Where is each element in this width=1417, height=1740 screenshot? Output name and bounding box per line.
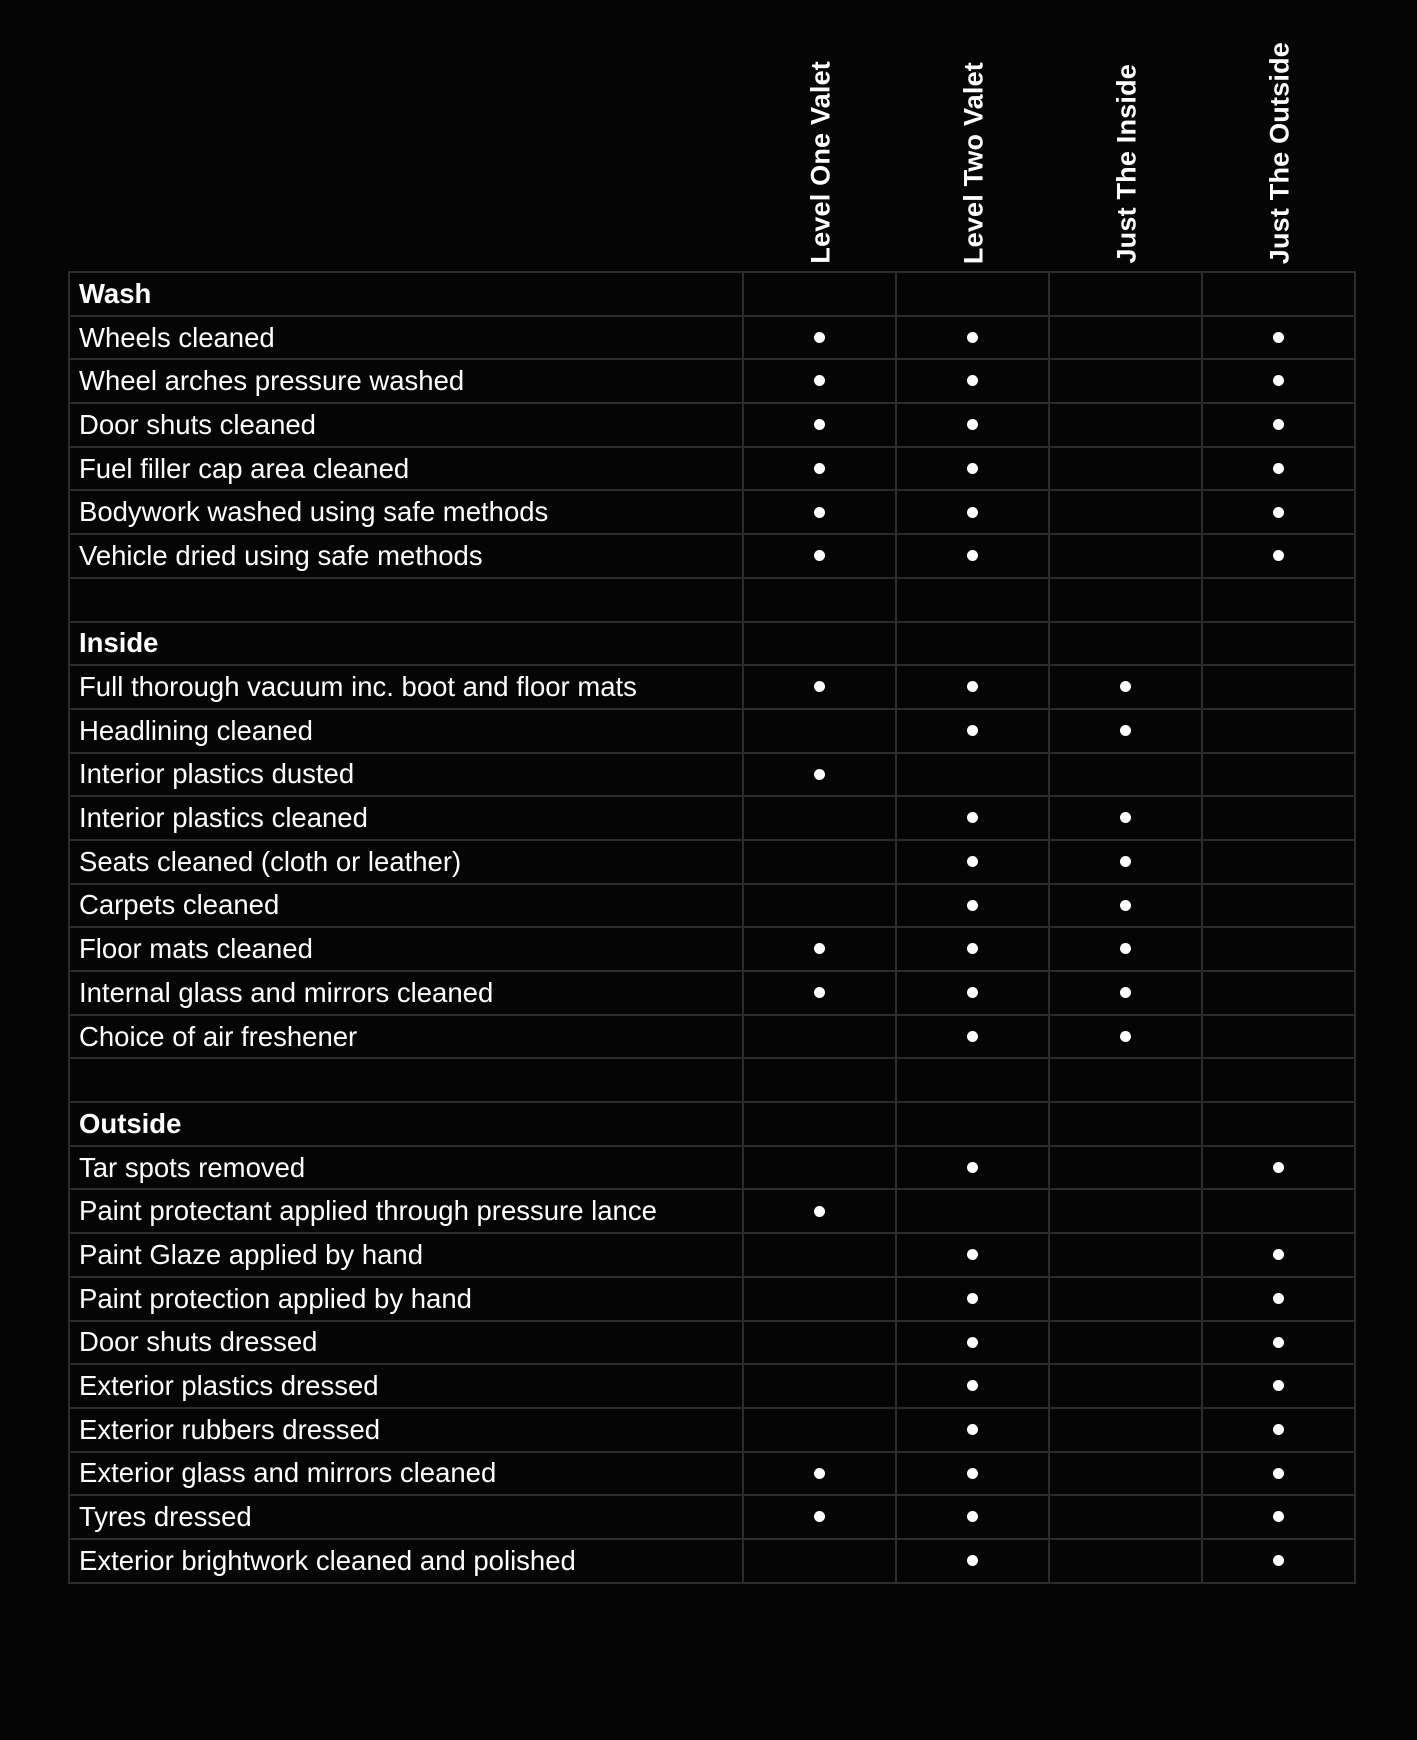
service-label: Vehicle dried using safe methods [69,534,743,578]
service-label: Paint protection applied by hand [69,1277,743,1321]
mark-cell [896,1452,1049,1496]
mark-cell [896,578,1049,622]
mark-cell [743,840,896,884]
mark-cell [896,316,1049,360]
spacer-row [69,1058,1355,1102]
bullet-dot-icon [1120,681,1131,692]
bullet-dot-icon [967,987,978,998]
bullet-dot-icon [967,1162,978,1173]
mark-cell [896,359,1049,403]
service-label: Exterior glass and mirrors cleaned [69,1452,743,1496]
bullet-dot-icon [967,375,978,386]
mark-cell [896,1495,1049,1539]
mark-cell [1049,1277,1202,1321]
table-row [69,359,1355,403]
service-label: Exterior rubbers dressed [69,1408,743,1452]
mark-cell [1049,1408,1202,1452]
bullet-dot-icon [1273,1380,1284,1391]
service-label: Interior plastics dusted [69,753,743,797]
bullet-dot-icon [967,725,978,736]
bullet-dot-icon [1273,1511,1284,1522]
table-row [69,971,1355,1015]
mark-cell [896,447,1049,491]
mark-cell [1049,1146,1202,1190]
mark-cell [1049,971,1202,1015]
mark-cell [1202,359,1355,403]
mark-cell [1049,1495,1202,1539]
mark-cell [896,884,1049,928]
mark-cell [743,1146,896,1190]
bullet-dot-icon [814,1468,825,1479]
mark-cell [743,884,896,928]
bullet-dot-icon [1273,1162,1284,1173]
mark-cell [1049,1102,1202,1146]
mark-cell [1049,884,1202,928]
service-comparison-table [68,271,1356,1584]
mark-cell [743,272,896,316]
bullet-dot-icon [967,1337,978,1348]
bullet-dot-icon [814,507,825,518]
mark-cell [1202,1146,1355,1190]
service-label: Tyres dressed [69,1495,743,1539]
service-label: Seats cleaned (cloth or leather) [69,840,743,884]
table-body [69,272,1355,1583]
mark-cell [743,1364,896,1408]
mark-cell [1202,1408,1355,1452]
mark-cell [743,1277,896,1321]
mark-cell [1049,578,1202,622]
service-label: Wheels cleaned [69,316,743,360]
mark-cell [896,403,1049,447]
table-row [69,534,1355,578]
mark-cell [1202,534,1355,578]
column-header-level-one-valet [744,0,897,270]
service-label: Tar spots removed [69,1146,743,1190]
bullet-dot-icon [967,550,978,561]
mark-cell [1202,1058,1355,1102]
service-label: Door shuts dressed [69,1321,743,1365]
service-label: Bodywork washed using safe methods [69,490,743,534]
mark-cell [896,927,1049,971]
mark-cell [1049,1452,1202,1496]
table-row [69,840,1355,884]
bullet-dot-icon [814,332,825,343]
bullet-dot-icon [814,987,825,998]
mark-cell [1049,1015,1202,1059]
mark-cell [1049,622,1202,666]
mark-cell [896,1539,1049,1583]
mark-cell [1202,753,1355,797]
bullet-dot-icon [967,1555,978,1566]
service-label: Internal glass and mirrors cleaned [69,971,743,1015]
table-row [69,796,1355,840]
bullet-dot-icon [1273,507,1284,518]
mark-cell [1202,272,1355,316]
mark-cell [1049,316,1202,360]
bullet-dot-icon [967,507,978,518]
bullet-dot-icon [1120,856,1131,867]
table-row [69,490,1355,534]
mark-cell [743,578,896,622]
mark-cell [1049,1539,1202,1583]
service-label: Headlining cleaned [69,709,743,753]
mark-cell [1202,490,1355,534]
mark-cell [896,1233,1049,1277]
service-label: Exterior brightwork cleaned and polished [69,1539,743,1583]
bullet-dot-icon [814,550,825,561]
table-row [69,1146,1355,1190]
service-label [69,578,743,622]
service-label: Full thorough vacuum inc. boot and floor mats [69,665,743,709]
bullet-dot-icon [967,1031,978,1042]
table-row [69,1408,1355,1452]
bullet-dot-icon [967,1424,978,1435]
mark-cell [896,272,1049,316]
service-label: Paint protectant applied through pressure lance [69,1189,743,1233]
mark-cell [1202,1277,1355,1321]
bullet-dot-icon [814,943,825,954]
bullet-dot-icon [967,332,978,343]
mark-cell [896,665,1049,709]
mark-cell [743,709,896,753]
table-row [69,1233,1355,1277]
table-row [69,1189,1355,1233]
bullet-dot-icon [967,681,978,692]
mark-cell [896,753,1049,797]
mark-cell [896,1277,1049,1321]
mark-cell [1049,753,1202,797]
mark-cell [1202,1364,1355,1408]
mark-cell [896,1146,1049,1190]
bullet-dot-icon [1273,375,1284,386]
column-header-label: Just The Outside [1264,41,1294,264]
mark-cell [743,1495,896,1539]
mark-cell [1202,1015,1355,1059]
bullet-dot-icon [1273,1468,1284,1479]
bullet-dot-icon [814,463,825,474]
table-row [69,1321,1355,1365]
bullet-dot-icon [967,1511,978,1522]
table-row [69,1364,1355,1408]
section-heading: Wash [69,272,743,316]
mark-cell [896,1189,1049,1233]
service-label [69,1058,743,1102]
mark-cell [896,1364,1049,1408]
bullet-dot-icon [1273,1555,1284,1566]
bullet-dot-icon [967,419,978,430]
mark-cell [896,1321,1049,1365]
mark-cell [1202,447,1355,491]
mark-cell [1049,272,1202,316]
mark-cell [743,796,896,840]
mark-cell [1202,709,1355,753]
column-header-label: Level Two Valet [958,61,988,264]
mark-cell [743,1233,896,1277]
mark-cell [743,971,896,1015]
table-row [69,1539,1355,1583]
section-heading-row [69,622,1355,666]
bullet-dot-icon [1120,725,1131,736]
section-heading: Outside [69,1102,743,1146]
mark-cell [1202,796,1355,840]
bullet-dot-icon [814,1206,825,1217]
bullet-dot-icon [1120,987,1131,998]
mark-cell [1049,359,1202,403]
mark-cell [1049,1321,1202,1365]
table-row [69,1277,1355,1321]
mark-cell [743,1321,896,1365]
table-row [69,665,1355,709]
bullet-dot-icon [814,769,825,780]
table-row [69,1015,1355,1059]
table-row [69,447,1355,491]
mark-cell [896,1015,1049,1059]
mark-cell [1049,490,1202,534]
bullet-dot-icon [1273,419,1284,430]
section-heading-row [69,272,1355,316]
mark-cell [743,753,896,797]
bullet-dot-icon [967,943,978,954]
mark-cell [896,709,1049,753]
mark-cell [896,534,1049,578]
mark-cell [743,490,896,534]
mark-cell [1202,622,1355,666]
bullet-dot-icon [814,681,825,692]
mark-cell [1049,1233,1202,1277]
bullet-dot-icon [967,1293,978,1304]
bullet-dot-icon [967,900,978,911]
service-label: Exterior plastics dressed [69,1364,743,1408]
table-row [69,884,1355,928]
service-label: Interior plastics cleaned [69,796,743,840]
mark-cell [1202,1321,1355,1365]
mark-cell [1202,1189,1355,1233]
bullet-dot-icon [1120,1031,1131,1042]
table-row [69,1452,1355,1496]
mark-cell [743,1102,896,1146]
mark-cell [1049,447,1202,491]
bullet-dot-icon [967,463,978,474]
mark-cell [743,665,896,709]
bullet-dot-icon [1120,812,1131,823]
mark-cell [743,1189,896,1233]
table-row [69,927,1355,971]
mark-cell [743,1452,896,1496]
service-label: Wheel arches pressure washed [69,359,743,403]
mark-cell [1049,709,1202,753]
mark-cell [1202,971,1355,1015]
bullet-dot-icon [1273,550,1284,561]
mark-cell [743,927,896,971]
column-header-label: Level One Valet [805,61,835,264]
mark-cell [743,1539,896,1583]
bullet-dot-icon [1273,463,1284,474]
mark-cell [896,840,1049,884]
mark-cell [1049,927,1202,971]
mark-cell [1202,927,1355,971]
mark-cell [1049,534,1202,578]
spacer-row [69,578,1355,622]
mark-cell [743,403,896,447]
mark-cell [896,1058,1049,1102]
table-row [69,316,1355,360]
bullet-dot-icon [814,419,825,430]
service-label: Fuel filler cap area cleaned [69,447,743,491]
mark-cell [1202,1452,1355,1496]
mark-cell [743,316,896,360]
mark-cell [896,1102,1049,1146]
bullet-dot-icon [1273,1249,1284,1260]
bullet-dot-icon [1120,943,1131,954]
mark-cell [1202,1233,1355,1277]
bullet-dot-icon [967,1468,978,1479]
section-heading-row [69,1102,1355,1146]
bullet-dot-icon [967,812,978,823]
table-row [69,403,1355,447]
mark-cell [1049,1189,1202,1233]
mark-cell [743,1408,896,1452]
mark-cell [1202,316,1355,360]
section-heading: Inside [69,622,743,666]
mark-cell [896,622,1049,666]
mark-cell [743,359,896,403]
service-label: Door shuts cleaned [69,403,743,447]
column-header-label: Just The Inside [1111,64,1141,264]
mark-cell [743,1015,896,1059]
bullet-dot-icon [1273,332,1284,343]
mark-cell [1202,1102,1355,1146]
service-label: Carpets cleaned [69,884,743,928]
mark-cell [1202,1495,1355,1539]
column-header-just-the-outside [1203,0,1356,270]
mark-cell [1202,665,1355,709]
mark-cell [896,971,1049,1015]
service-label: Choice of air freshener [69,1015,743,1059]
bullet-dot-icon [1273,1293,1284,1304]
mark-cell [743,622,896,666]
bullet-dot-icon [1273,1337,1284,1348]
mark-cell [1049,403,1202,447]
bullet-dot-icon [1120,900,1131,911]
mark-cell [1202,884,1355,928]
table-row [69,753,1355,797]
bullet-dot-icon [814,1511,825,1522]
table-row [69,709,1355,753]
mark-cell [896,490,1049,534]
bullet-dot-icon [814,375,825,386]
bullet-dot-icon [1273,1424,1284,1435]
mark-cell [1049,840,1202,884]
mark-cell [1202,1539,1355,1583]
mark-cell [1049,665,1202,709]
bullet-dot-icon [967,1249,978,1260]
mark-cell [896,796,1049,840]
mark-cell [743,1058,896,1102]
mark-cell [1049,1364,1202,1408]
mark-cell [1049,1058,1202,1102]
table-row [69,1495,1355,1539]
mark-cell [1202,840,1355,884]
bullet-dot-icon [967,1380,978,1391]
bullet-dot-icon [967,856,978,867]
column-header-just-the-inside [1050,0,1203,270]
mark-cell [743,447,896,491]
service-label: Floor mats cleaned [69,927,743,971]
mark-cell [1049,796,1202,840]
mark-cell [743,534,896,578]
mark-cell [1202,578,1355,622]
mark-cell [896,1408,1049,1452]
column-header-level-two-valet [897,0,1050,270]
service-label: Paint Glaze applied by hand [69,1233,743,1277]
mark-cell [1202,403,1355,447]
column-headers [68,0,1353,270]
